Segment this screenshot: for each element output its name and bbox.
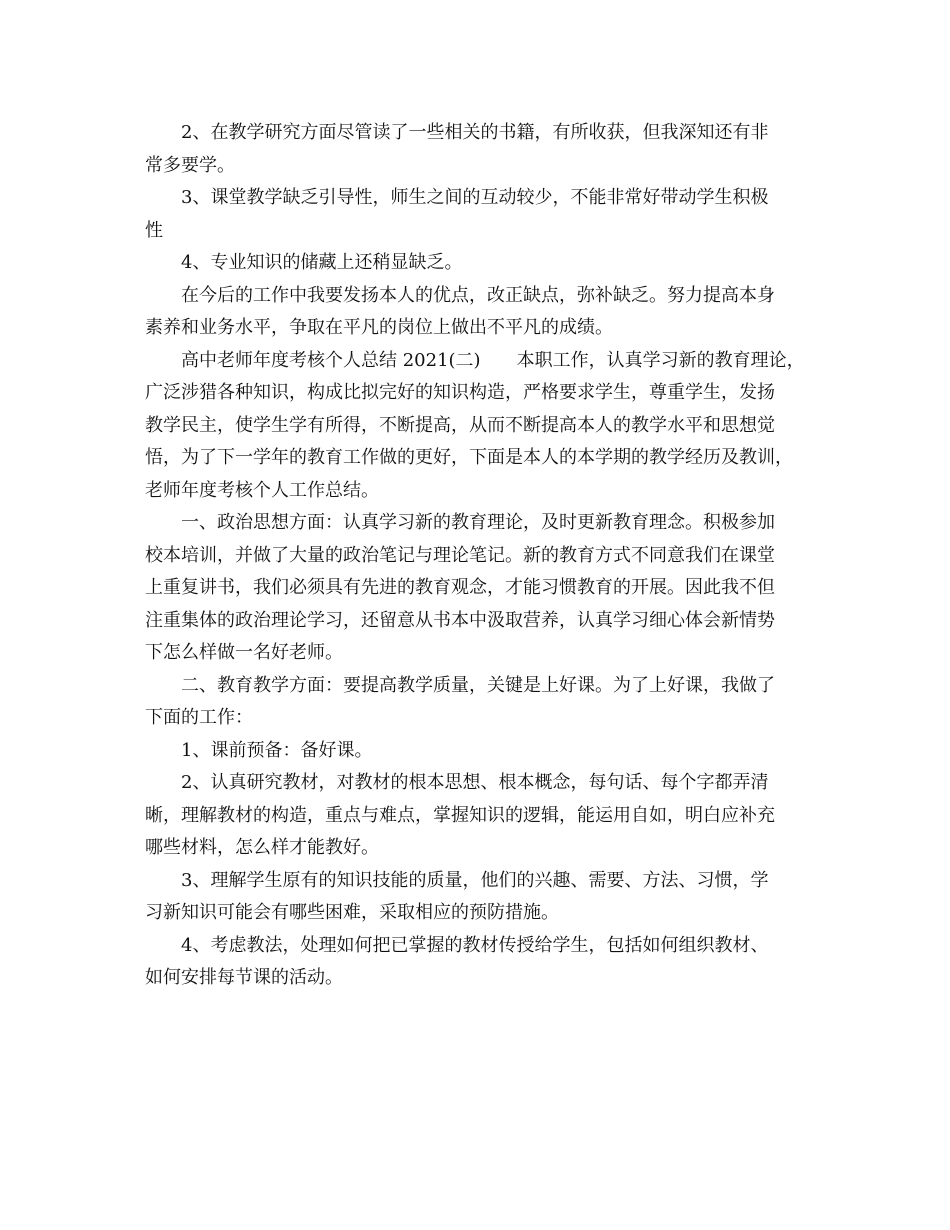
text-line: 下怎么样做一名好老师。	[145, 642, 343, 663]
text-line: 如何安排每节课的活动。	[145, 967, 343, 988]
text-line: 一、政治思想方面：认真学习新的教育理论，及时更新教育理念。积极参加	[181, 512, 775, 533]
text-line: 上重复讲书，我们必须具有先进的教育观念，才能习惯教育的开展。因此我不但	[145, 577, 775, 598]
text-line: 性	[145, 219, 163, 241]
paragraph-4	[145, 280, 810, 345]
text-line: 注重集体的政治理论学习，还留意从书本中汲取营养，认真学习细心体会新情势	[145, 609, 775, 631]
text-line: 教学民主，使学生学有所得，不断提高，从而不断提高本人的教学水平和思想觉	[145, 414, 775, 436]
text-line: 2、在教学研究方面尽管读了一些相关的书籍，有所收获，但我深知还有非	[181, 122, 769, 143]
text-line: 晰，理解教材的构造，重点与难点，掌握知识的逻辑，能运用自如，明白应补充	[145, 804, 775, 826]
text-line: 在今后的工作中我要发扬本人的优点，改正缺点，弥补缺乏。努力提高本身	[181, 284, 775, 306]
text-line: 3、理解学生原有的知识技能的质量，他们的兴趣、需要、方法、习惯，学	[181, 869, 769, 891]
text-line: 素养和业务水平，争取在平凡的岗位上做出不平凡的成绩。	[145, 317, 613, 338]
text-line: 高中老师年度考核个人总结 2021(二) 本职工作，认真学习新的教育理论，	[181, 349, 805, 371]
paragraph-1	[145, 117, 810, 182]
text-line: 2、认真研究教材，对教材的根本思想、根本概念，每句话、每个字都弄清	[181, 772, 769, 793]
text-line: 常多要学。	[145, 154, 235, 176]
document-body	[145, 117, 810, 995]
text-line: 4、考虑教法，处理如何把已掌握的教材传授给学生，包括如何组织教材、	[181, 934, 769, 956]
text-line: 老师年度考核个人工作总结。	[145, 479, 379, 501]
text-line: 下面的工作：	[145, 707, 253, 728]
paragraph-8	[145, 735, 810, 768]
paragraph-11	[145, 930, 810, 995]
paragraph-7	[145, 670, 810, 735]
paragraph-6	[145, 507, 810, 670]
text-line: 3、课堂教学缺乏引导性，师生之间的互动较少，不能非常好带动学生积极	[181, 187, 769, 208]
text-line: 悟，为了下一学年的教育工作做的更好，下面是本人的本学期的教学经历及教训，	[145, 447, 793, 468]
paragraph-10	[145, 865, 810, 930]
text-line: 广泛涉猎各种知识，构成比拟完好的知识构造，严格要求学生，尊重学生，发扬	[145, 382, 775, 403]
text-line: 1、课前预备：备好课。	[181, 739, 373, 761]
text-line: 习新知识可能会有哪些困难，采取相应的预防措施。	[145, 902, 559, 923]
text-line: 4、专业知识的储藏上还稍显缺乏。	[181, 252, 463, 273]
paragraph-2	[145, 182, 810, 247]
paragraph-5	[145, 345, 810, 508]
text-line: 哪些材料，怎么样才能教好。	[145, 837, 379, 858]
text-line: 校本培训，并做了大量的政治笔记与理论笔记。新的教育方式不同意我们在课堂	[145, 544, 775, 566]
paragraph-9	[145, 767, 810, 865]
text-line: 二、教育教学方面：要提高教学质量，关键是上好课。为了上好课，我做了	[181, 674, 775, 696]
paragraph-3	[145, 247, 810, 280]
